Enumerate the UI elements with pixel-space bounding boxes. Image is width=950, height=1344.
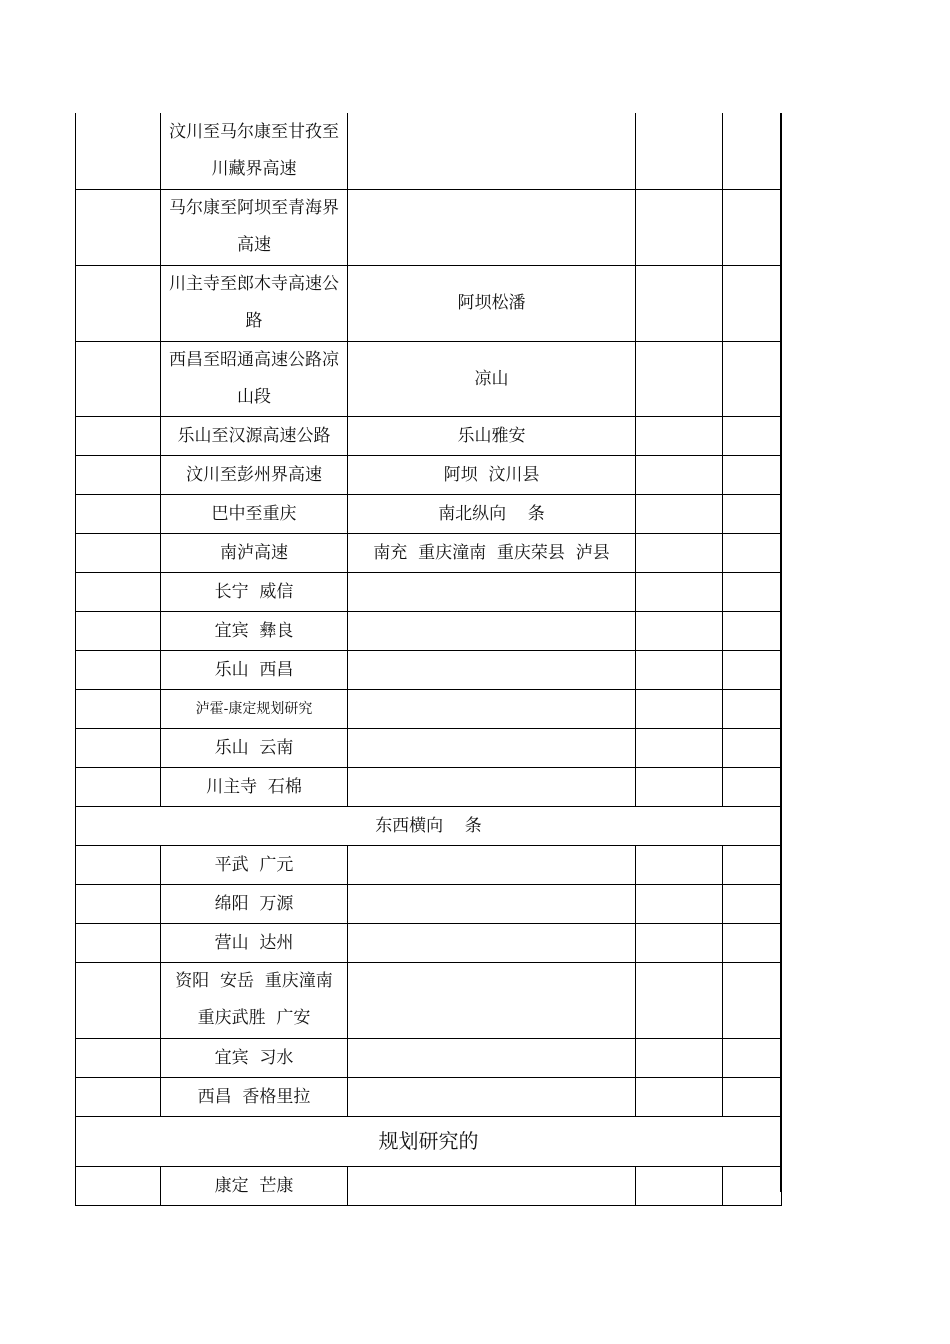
route-name: 乐山至汉源高速公路 [161, 416, 348, 455]
table-row [76, 416, 782, 455]
table-row [76, 845, 782, 884]
route-name: 长宁 威信 [161, 572, 348, 611]
section-row [76, 806, 782, 845]
table-row [76, 455, 782, 494]
table-row [76, 533, 782, 572]
route-area [348, 767, 636, 806]
section-heading-planning: 规划研究的 [76, 1116, 782, 1166]
route-area [348, 189, 636, 265]
route-area [348, 728, 636, 767]
table-row [76, 728, 782, 767]
route-name: 西昌至昭通高速公路凉山段 [161, 341, 348, 416]
route-area [348, 962, 636, 1038]
route-name: 泸霍-康定规划研究 [161, 689, 348, 728]
route-name: 川主寺 石棉 [161, 767, 348, 806]
route-table [75, 113, 782, 1206]
section-heading-east-west: 东西横向 条 [76, 806, 782, 845]
table-row [76, 113, 782, 189]
route-name: 西昌 香格里拉 [161, 1077, 348, 1116]
route-area [348, 689, 636, 728]
table-row [76, 572, 782, 611]
route-name: 宜宾 习水 [161, 1038, 348, 1077]
table-row [76, 923, 782, 962]
route-name: 乐山 云南 [161, 728, 348, 767]
route-area [348, 611, 636, 650]
table-row [76, 1038, 782, 1077]
table-row [76, 494, 782, 533]
route-area: 凉山 [348, 341, 636, 416]
route-area [348, 572, 636, 611]
table-row [76, 767, 782, 806]
route-name: 绵阳 万源 [161, 884, 348, 923]
route-area: 南充 重庆潼南 重庆荣县 泸县 [348, 533, 636, 572]
table-row [76, 689, 782, 728]
route-name: 平武 广元 [161, 845, 348, 884]
table-row [76, 265, 782, 341]
route-area: 阿坝 汶川县 [348, 455, 636, 494]
route-area: 乐山雅安 [348, 416, 636, 455]
section-row [76, 1116, 782, 1166]
route-name: 营山 达州 [161, 923, 348, 962]
table-row [76, 189, 782, 265]
route-name: 南泸高速 [161, 533, 348, 572]
route-area [348, 923, 636, 962]
route-area: 南北纵向 条 [348, 494, 636, 533]
table-row [76, 650, 782, 689]
table-row [76, 1077, 782, 1116]
route-name: 巴中至重庆 [161, 494, 348, 533]
table-row [76, 611, 782, 650]
route-name: 康定 芒康 [161, 1166, 348, 1205]
route-area [348, 1166, 636, 1205]
table-row [76, 962, 782, 1038]
route-name: 汶川至彭州界高速 [161, 455, 348, 494]
route-name: 马尔康至阿坝至青海界高速 [161, 189, 348, 265]
route-name: 宜宾 彝良 [161, 611, 348, 650]
route-name: 乐山 西昌 [161, 650, 348, 689]
route-name: 汶川至马尔康至甘孜至川藏界高速 [161, 113, 348, 189]
route-area [348, 845, 636, 884]
route-area: 阿坝松潘 [348, 265, 636, 341]
route-area [348, 884, 636, 923]
table-row [76, 884, 782, 923]
route-name: 川主寺至郎木寺高速公路 [161, 265, 348, 341]
route-area [348, 1038, 636, 1077]
route-area [348, 650, 636, 689]
route-name: 资阳 安岳 重庆潼南 重庆武胜 广安 [161, 962, 348, 1038]
route-area [348, 113, 636, 189]
route-area [348, 1077, 636, 1116]
table-row [76, 341, 782, 416]
table-row [76, 1166, 782, 1205]
